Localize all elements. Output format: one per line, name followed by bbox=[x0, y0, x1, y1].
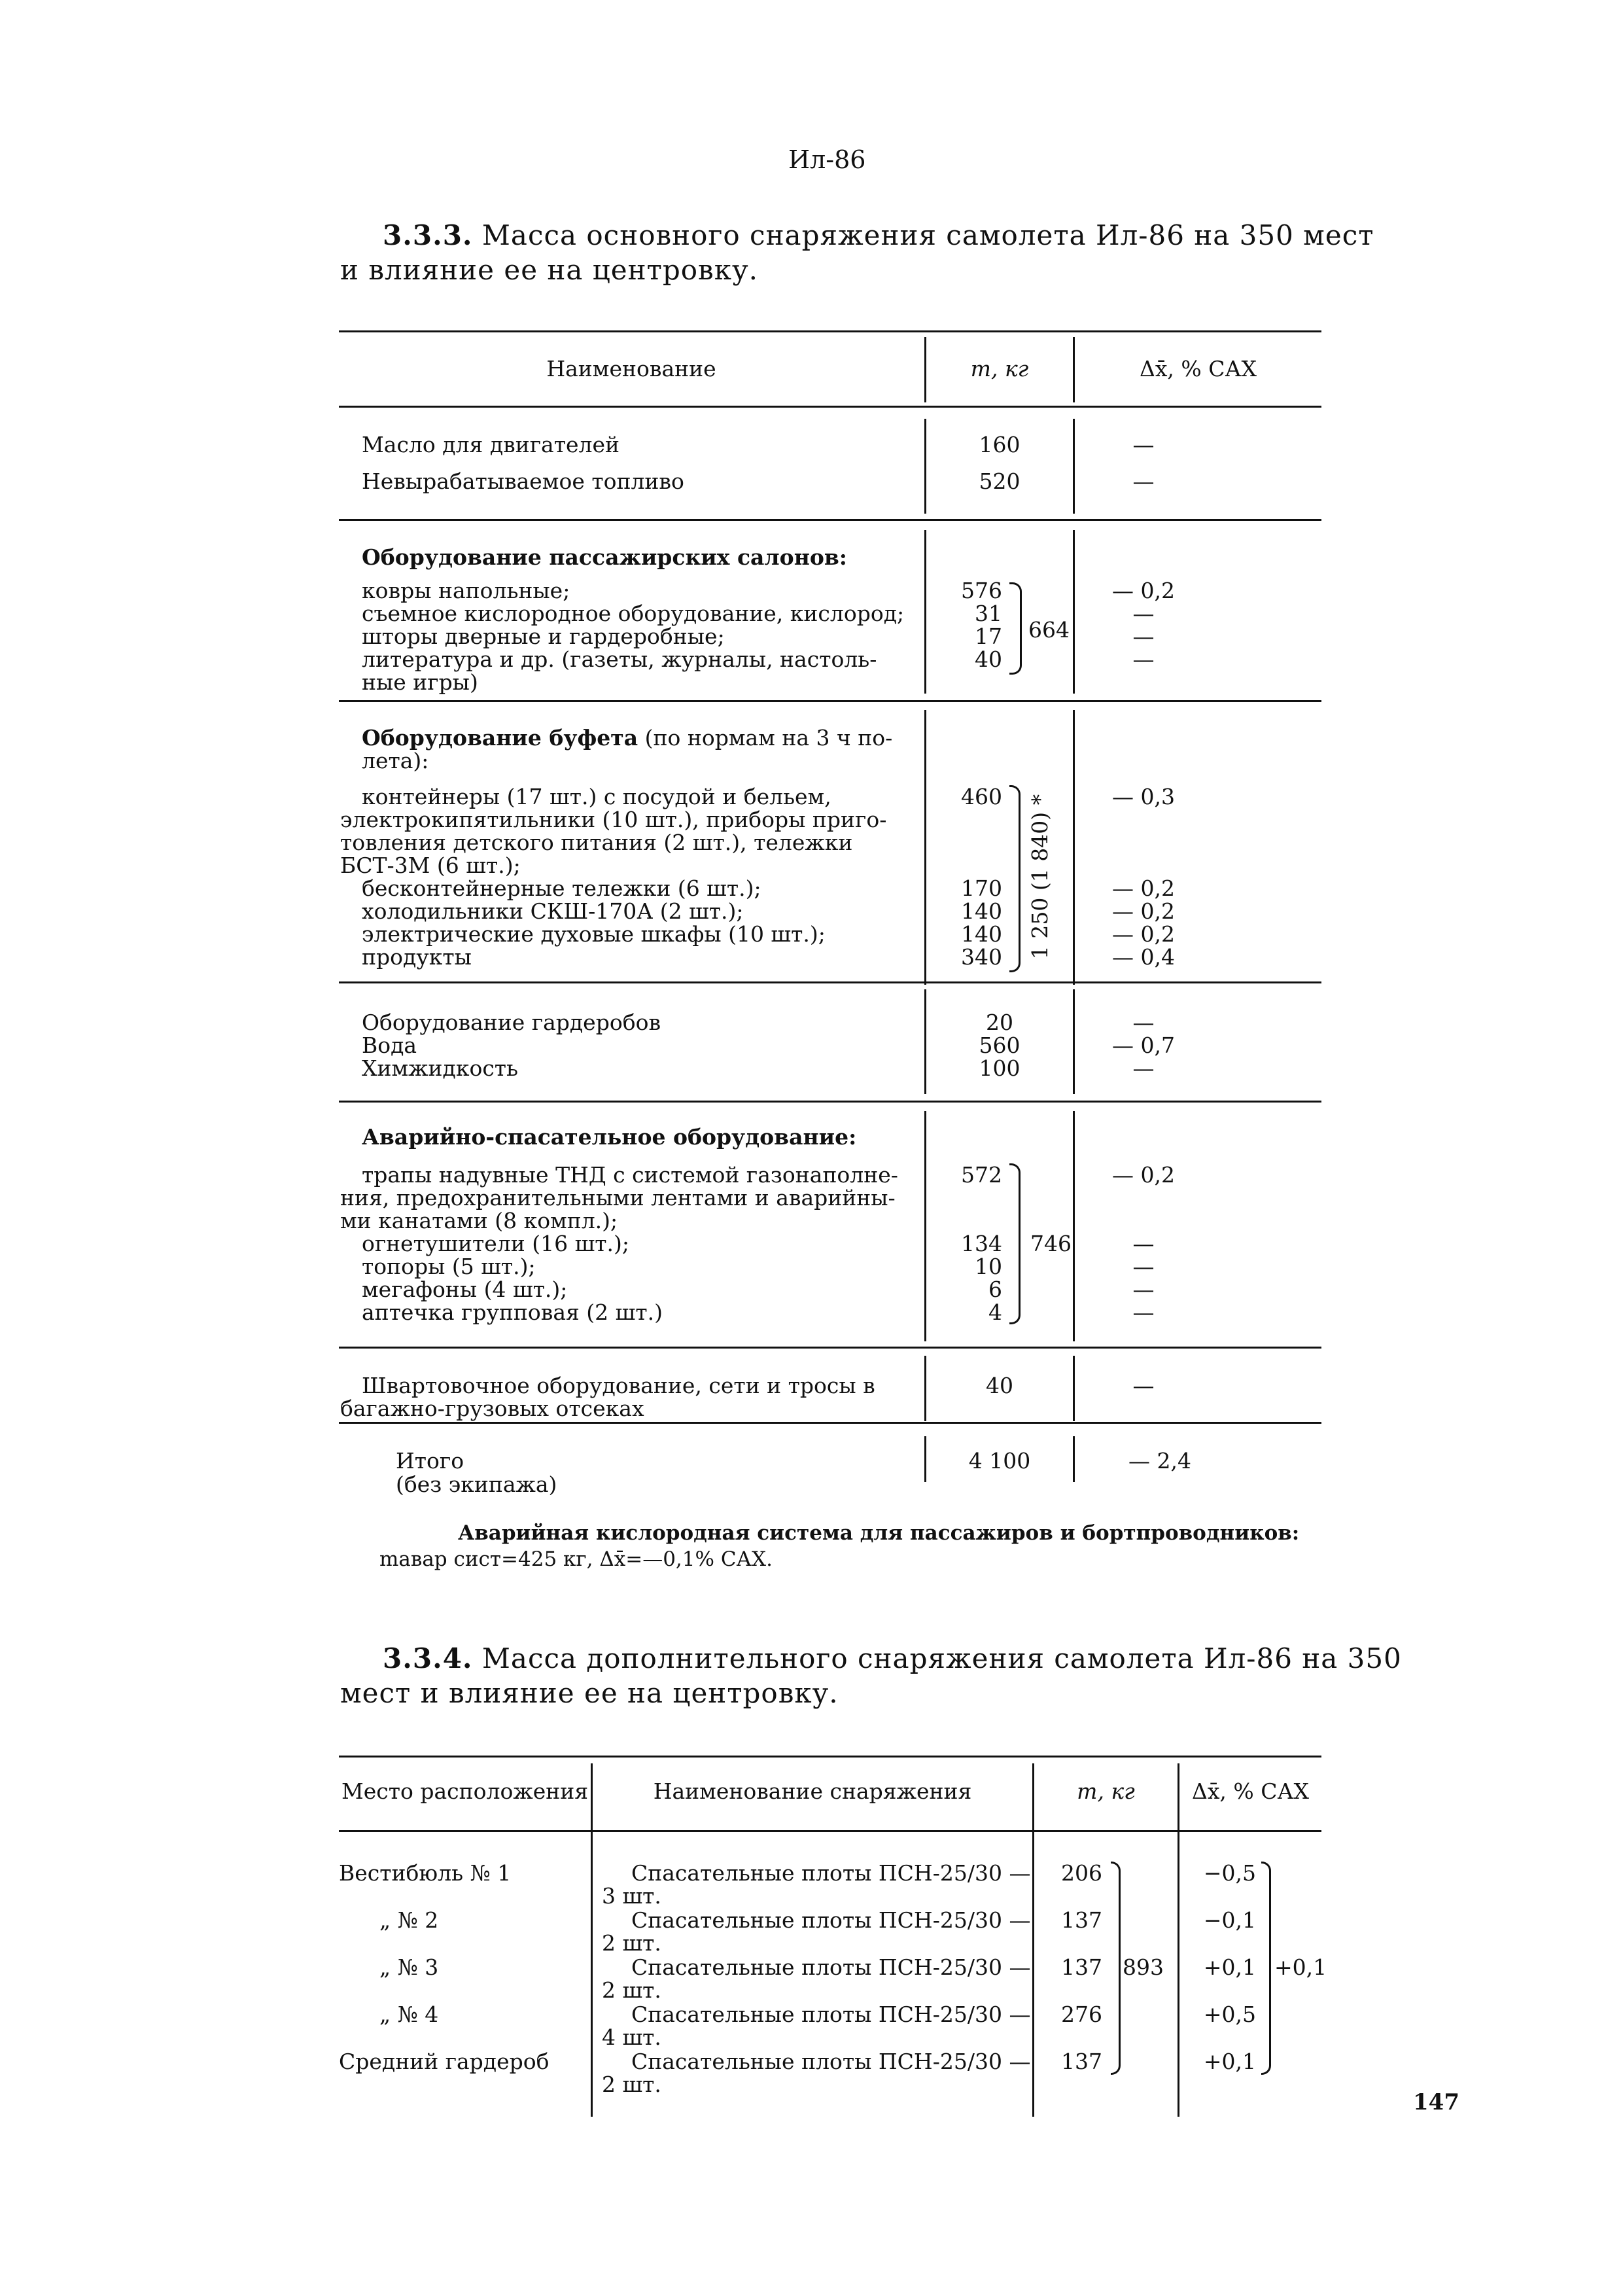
section-number: 3.3.4. bbox=[383, 1642, 473, 1674]
mass-cell: 206 bbox=[1061, 1860, 1102, 1886]
item-dx: — 0,2 bbox=[1112, 921, 1175, 947]
item-mass: 17 bbox=[975, 624, 1002, 649]
equipment-cell-cont: 3 шт. bbox=[602, 1883, 661, 1909]
dx-cell: +0,1 bbox=[1203, 1954, 1256, 1980]
group-line: товления детского питания (2 шт.), тележки bbox=[340, 830, 853, 855]
group-line: съемное кислородное оборудование, кислород; bbox=[362, 601, 905, 626]
table1-col-rule bbox=[924, 1111, 926, 1341]
table2-header-rule bbox=[339, 1830, 1321, 1832]
equipment-cell-cont: 2 шт. bbox=[602, 1977, 661, 2003]
item-mass: 6 bbox=[988, 1277, 1002, 1302]
group-line: продукты bbox=[362, 944, 472, 970]
table2-header-mass: m, кг bbox=[1077, 1778, 1135, 1804]
group-line: трапы надувные ТНД с системой газонаполне- bbox=[362, 1162, 898, 1188]
group-line: ные игры) bbox=[362, 669, 478, 695]
group-line: литература и др. (газеты, журналы, настоль- bbox=[362, 646, 877, 672]
section-title-2 bbox=[383, 1642, 1402, 1674]
dx-brace bbox=[1261, 1862, 1271, 2075]
row-mass: 100 bbox=[979, 1055, 1021, 1081]
table2-col-rule bbox=[591, 1763, 593, 2117]
place-cell: Вестибюль № 1 bbox=[339, 1860, 512, 1886]
item-dx: — 0,3 bbox=[1112, 784, 1175, 809]
item-dx: — 0,4 bbox=[1112, 944, 1175, 970]
row-dx: — 0,7 bbox=[1112, 1033, 1175, 1058]
group-title-rest: (по нормам на 3 ч по- bbox=[638, 725, 893, 751]
mass-brace bbox=[1111, 1862, 1121, 2075]
row-mass: 40 bbox=[986, 1373, 1013, 1398]
row-name: Оборудование гардеробов bbox=[362, 1010, 661, 1035]
group-rule bbox=[339, 700, 1321, 702]
row-name: Масло для двигателей bbox=[362, 432, 620, 457]
equipment-cell-cont: 2 шт. bbox=[602, 2072, 661, 2097]
footnote-line2: mавар сист=425 кг, Δx̄=—0,1% САХ. bbox=[379, 1547, 773, 1571]
dx-total: +0,1 bbox=[1274, 1954, 1327, 1980]
group-line: огнетушители (16 шт.); bbox=[362, 1231, 630, 1256]
row-dx: — bbox=[1132, 1055, 1155, 1081]
item-dx: — bbox=[1132, 1231, 1155, 1256]
group-line: ми канатами (8 компл.); bbox=[340, 1208, 618, 1233]
row-name: Невырабатываемое топливо bbox=[362, 468, 684, 494]
group-line: ния, предохранительными лентами и аварийны- bbox=[340, 1185, 896, 1210]
total-label: Итого bbox=[396, 1448, 464, 1474]
section-title-1 bbox=[383, 219, 1374, 251]
group-rule bbox=[339, 519, 1321, 521]
item-dx: — 0,2 bbox=[1112, 875, 1175, 901]
table1-header-rule bbox=[339, 406, 1321, 408]
page-number: 147 bbox=[1413, 2089, 1459, 2115]
group-brace bbox=[1009, 582, 1022, 675]
table2-header-dx: Δx̄, % САХ bbox=[1191, 1778, 1309, 1804]
total-dx: — 2,4 bbox=[1128, 1448, 1191, 1474]
group-title-bold: Оборудование буфета bbox=[362, 725, 638, 751]
mass-cell: 137 bbox=[1061, 1907, 1102, 1933]
item-mass: 140 bbox=[961, 921, 1002, 947]
group-line: контейнеры (17 шт.) с посудой и бельем, bbox=[362, 784, 831, 809]
group-brace bbox=[1009, 785, 1021, 972]
group-rule bbox=[339, 1101, 1321, 1103]
row-name-cont: багажно-грузовых отсеках bbox=[340, 1396, 644, 1421]
dx-cell: +0,5 bbox=[1203, 2002, 1256, 2027]
row-name: Швартовочное оборудование, сети и тросы в bbox=[362, 1373, 875, 1398]
item-mass: 31 bbox=[975, 601, 1002, 626]
group-line: аптечка групповая (2 шт.) bbox=[362, 1299, 663, 1325]
group-rule bbox=[339, 981, 1321, 983]
footnote-line1: Аварийная кислородная система для пассажиров и бортпроводников: bbox=[458, 1521, 1300, 1545]
table2-header-name: Наименование снаряжения bbox=[653, 1778, 972, 1804]
group-brace bbox=[1009, 1163, 1021, 1324]
section-title-text: Масса основного снаряжения самолета Ил-86 на 350 мест bbox=[481, 219, 1374, 251]
group-title: Оборудование пассажирских салонов: bbox=[362, 544, 847, 570]
place-cell: „ № 4 bbox=[379, 2002, 439, 2027]
group-total-vertical: 1 250 (1 840) * bbox=[1027, 794, 1053, 960]
place-cell: „ № 3 bbox=[379, 1954, 439, 1980]
group-total: 746 bbox=[1030, 1231, 1072, 1256]
place-cell: „ № 2 bbox=[379, 1907, 439, 1933]
row-name: Вода bbox=[362, 1033, 417, 1058]
group-title-cont: лета): bbox=[362, 748, 429, 773]
equipment-cell-cont: 2 шт. bbox=[602, 1930, 661, 1956]
item-mass: 576 bbox=[961, 578, 1002, 603]
row-dx: — bbox=[1132, 468, 1155, 494]
group-line: электрические духовые шкафы (10 шт.); bbox=[362, 921, 826, 947]
place-cell: Средний гардероб bbox=[339, 2049, 550, 2074]
row-dx: — bbox=[1132, 1010, 1155, 1035]
table1-col-rule bbox=[924, 710, 926, 985]
table1-header-mass: m, кг bbox=[970, 356, 1029, 381]
table2-col-rule bbox=[1032, 1763, 1034, 2117]
equipment-cell-cont: 4 шт. bbox=[602, 2024, 661, 2050]
row-mass: 560 bbox=[979, 1033, 1021, 1058]
dx-cell: +0,1 bbox=[1203, 2049, 1256, 2074]
group-line: электрокипятильники (10 шт.), приборы приго- bbox=[340, 807, 887, 832]
row-dx: — bbox=[1132, 1373, 1155, 1398]
equipment-cell: Спасательные плоты ПСН-25/30 — bbox=[631, 2049, 1031, 2074]
total-mass: 4 100 bbox=[968, 1448, 1031, 1474]
item-mass: 572 bbox=[961, 1162, 1002, 1188]
section-title-1-cont: и влияние ее на центровку. bbox=[340, 254, 759, 286]
running-head: Ил-86 bbox=[788, 145, 866, 174]
dx-cell: −0,5 bbox=[1203, 1860, 1256, 1886]
group-rule bbox=[339, 1347, 1321, 1349]
item-dx: — bbox=[1132, 601, 1155, 626]
section-title-2-cont: мест и влияние ее на центровку. bbox=[340, 1677, 839, 1709]
group-line: бесконтейнерные тележки (6 шт.); bbox=[362, 875, 761, 901]
item-mass: 170 bbox=[961, 875, 1002, 901]
dx-cell: −0,1 bbox=[1203, 1907, 1256, 1933]
item-dx: — bbox=[1132, 1254, 1155, 1279]
group-line: ковры напольные; bbox=[362, 578, 570, 603]
equipment-cell: Спасательные плоты ПСН-25/30 — bbox=[631, 1860, 1031, 1886]
mass-cell: 276 bbox=[1061, 2002, 1102, 2027]
item-mass: 4 bbox=[988, 1299, 1002, 1325]
equipment-cell: Спасательные плоты ПСН-25/30 — bbox=[631, 1954, 1031, 1980]
row-mass: 160 bbox=[979, 432, 1021, 457]
total-label-cont: (без экипажа) bbox=[396, 1472, 557, 1497]
group-line: мегафоны (4 шт.); bbox=[362, 1277, 568, 1302]
group-line: шторы дверные и гардеробные; bbox=[362, 624, 725, 649]
item-mass: 134 bbox=[961, 1231, 1002, 1256]
item-dx: — bbox=[1132, 646, 1155, 672]
row-name: Химжидкость bbox=[362, 1055, 519, 1081]
item-mass: 340 bbox=[961, 944, 1002, 970]
group-title: Аварийно-спасательное оборудование: bbox=[362, 1124, 857, 1150]
section-title-text: Масса дополнительного снаряжения самолета Ил-86 на 350 bbox=[481, 1642, 1402, 1674]
group-total: 664 bbox=[1028, 617, 1070, 643]
table1-header-dx: Δx̄, % САХ bbox=[1139, 356, 1257, 381]
item-mass: 140 bbox=[961, 898, 1002, 924]
item-dx: — bbox=[1132, 1299, 1155, 1325]
group-line: БСТ-3М (6 шт.); bbox=[340, 853, 521, 878]
mass-cell: 137 bbox=[1061, 1954, 1102, 1980]
table1-top-rule bbox=[339, 330, 1321, 332]
equipment-cell: Спасательные плоты ПСН-25/30 — bbox=[631, 2002, 1031, 2027]
group-rule bbox=[339, 1422, 1321, 1424]
item-mass: 10 bbox=[975, 1254, 1002, 1279]
table2-header-place: Место расположения bbox=[341, 1778, 589, 1804]
item-dx: — 0,2 bbox=[1112, 578, 1175, 603]
group-line: холодильники СКШ-170А (2 шт.); bbox=[362, 898, 744, 924]
item-mass: 460 bbox=[961, 784, 1002, 809]
row-mass: 520 bbox=[979, 468, 1021, 494]
item-dx: — bbox=[1132, 1277, 1155, 1302]
table1-col-rule bbox=[924, 530, 926, 694]
row-dx: — bbox=[1132, 432, 1155, 457]
item-mass: 40 bbox=[975, 646, 1002, 672]
table1-header-name: Наименование bbox=[546, 356, 716, 381]
item-dx: — bbox=[1132, 624, 1155, 649]
mass-total: 893 bbox=[1123, 1954, 1164, 1980]
item-dx: — 0,2 bbox=[1112, 898, 1175, 924]
row-mass: 20 bbox=[986, 1010, 1013, 1035]
item-dx: — 0,2 bbox=[1112, 1162, 1175, 1188]
equipment-cell: Спасательные плоты ПСН-25/30 — bbox=[631, 1907, 1031, 1933]
table2-col-rule bbox=[1178, 1763, 1179, 2117]
group-title bbox=[362, 726, 892, 750]
section-number: 3.3.3. bbox=[383, 219, 473, 251]
group-line: топоры (5 шт.); bbox=[362, 1254, 536, 1279]
table2-top-rule bbox=[339, 1756, 1321, 1757]
mass-cell: 137 bbox=[1061, 2049, 1102, 2074]
